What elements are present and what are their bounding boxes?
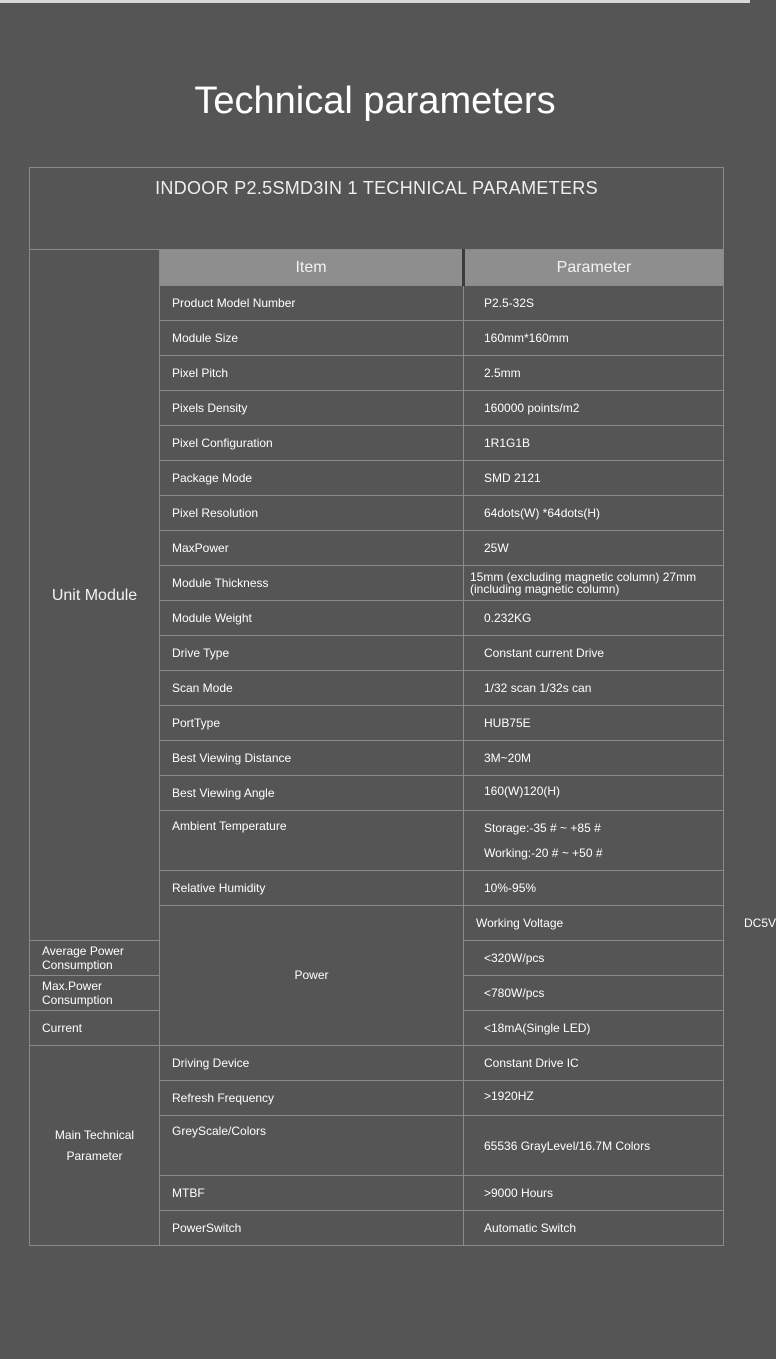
row-item: Max.Power Consumption [30, 976, 160, 1011]
row-value: <320W/pcs [464, 941, 724, 976]
row-value: HUB75E [464, 706, 724, 741]
row-value: P2.5-32S [464, 286, 724, 321]
row-item: PortType [160, 706, 464, 741]
row-value: >9000 Hours [464, 1176, 724, 1211]
top-divider-line [0, 0, 750, 3]
row-item: Ambient Temperature [160, 811, 464, 871]
row-value: 160000 points/m2 [464, 391, 724, 426]
header-row [30, 250, 724, 286]
row-value: 1R1G1B [464, 426, 724, 461]
row-value: 10%-95% [464, 871, 724, 906]
row-value: 160mm*160mm [464, 321, 724, 356]
row-value: 15mm (excluding magnetic column) 27mm (including magnetic column) [464, 566, 724, 601]
row-item: Refresh Frequency [160, 1081, 464, 1116]
row-item: Product Model Number [160, 286, 464, 321]
row-item: Drive Type [160, 636, 464, 671]
row-value: <18mA(Single LED) [464, 1011, 724, 1046]
row-item: GreyScale/Colors [160, 1116, 464, 1176]
row-item: MaxPower [160, 531, 464, 566]
row-item: Best Viewing Distance [160, 741, 464, 776]
table-row: Power Working Voltage DC5V [30, 906, 724, 941]
row-item: Current [30, 1011, 160, 1046]
row-item: Pixel Configuration [160, 426, 464, 461]
table-title: INDOOR P2.5SMD3IN 1 TECHNICAL PARAMETERS [30, 168, 724, 250]
row-item: Pixel Pitch [160, 356, 464, 391]
row-item: Module Size [160, 321, 464, 356]
row-value: 2.5mm [464, 356, 724, 391]
row-value: 65536 GrayLevel/16.7M Colors [464, 1116, 724, 1176]
row-item: Working Voltage [464, 906, 724, 941]
row-value-line: Storage:-35 # ~ +85 # [484, 820, 601, 835]
row-item: Pixel Resolution [160, 496, 464, 531]
row-value: Constant Drive IC [464, 1046, 724, 1081]
header-item: Item [160, 250, 464, 286]
table-row [30, 1046, 724, 1081]
row-value: >1920HZ [464, 1081, 724, 1116]
row-value: <780W/pcs [464, 976, 724, 1011]
row-value: 0.232KG [464, 601, 724, 636]
group-power: Power [160, 906, 464, 1046]
row-item: Scan Mode [160, 671, 464, 706]
row-item: Driving Device [160, 1046, 464, 1081]
row-value: 1/32 scan 1/32s can [464, 671, 724, 706]
row-value: 25W [464, 531, 724, 566]
row-item: Relative Humidity [160, 871, 464, 906]
row-item: MTBF [160, 1176, 464, 1211]
group-unit-module: Unit Module [30, 250, 160, 941]
spec-table [29, 167, 776, 1246]
row-value: Constant current Drive [464, 636, 724, 671]
row-value: SMD 2121 [464, 461, 724, 496]
row-item: PowerSwitch [160, 1211, 464, 1246]
row-value [464, 811, 724, 871]
row-item: Best Viewing Angle [160, 776, 464, 811]
row-value: 64dots(W) *64dots(H) [464, 496, 724, 531]
row-item: Average Power Consumption [30, 941, 160, 976]
row-value: 3M~20M [464, 741, 724, 776]
header-parameter: Parameter [464, 250, 724, 286]
row-item: Module Weight [160, 601, 464, 636]
row-value: 160(W)120(H) [464, 776, 724, 811]
row-item: Package Mode [160, 461, 464, 496]
row-value: Automatic Switch [464, 1211, 724, 1246]
row-value-line: Working:-20 # ~ +50 # [484, 845, 603, 860]
table-title-row [30, 168, 724, 250]
page-title: Technical parameters [194, 80, 556, 122]
row-item: Module Thickness [160, 566, 464, 601]
group-main-technical: Main Technical Parameter [30, 1046, 160, 1246]
row-item: Pixels Density [160, 391, 464, 426]
